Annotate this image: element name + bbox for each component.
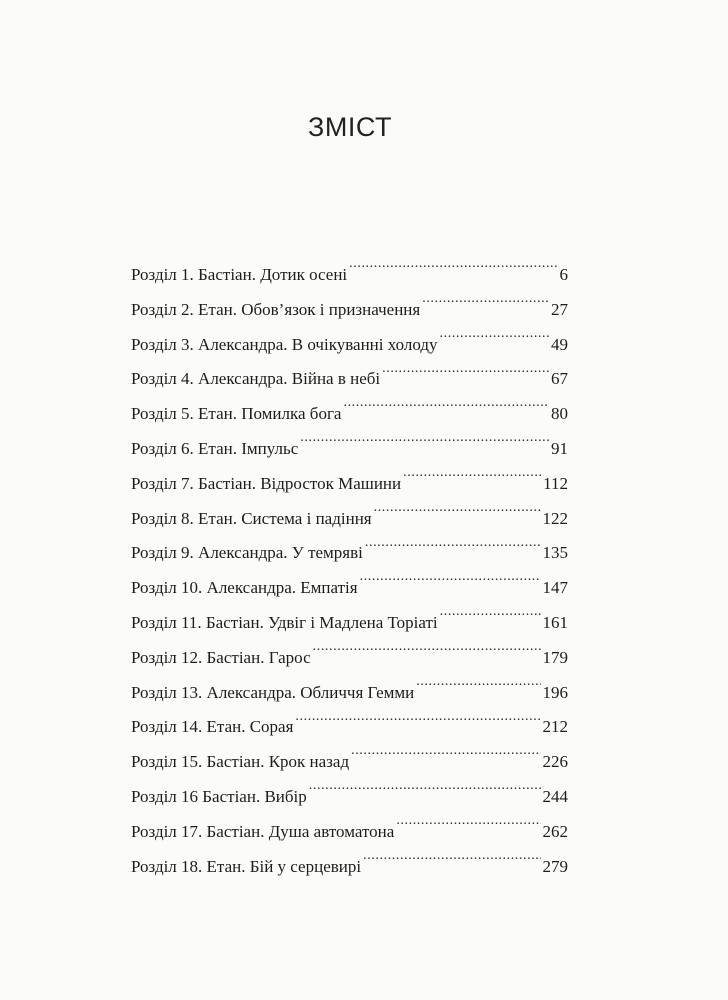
toc-entry [131, 432, 568, 467]
page-number: 67 [551, 369, 568, 389]
toc-entry [131, 536, 568, 571]
chapter-title: Розділ 5. Етан. Помилка бога [131, 404, 342, 424]
chapter-title: Розділ 3. Александра. В очікуванні холоду [131, 334, 438, 354]
dot-leader [343, 402, 549, 419]
page-number: 122 [542, 508, 568, 528]
toc-entry [131, 397, 568, 432]
chapter-title: Розділ 10. Александра. Емпатія [131, 578, 358, 598]
chapter-title: Розділ 15. Бастіан. Крок назад [131, 752, 350, 772]
toc-entry [131, 606, 568, 641]
dot-leader [349, 263, 557, 280]
toc-entry [131, 467, 568, 502]
page-number: 262 [542, 821, 568, 841]
page-number: 212 [542, 717, 568, 737]
page-number: 135 [542, 543, 568, 563]
dot-leader [363, 855, 540, 872]
page-number: 112 [543, 473, 568, 493]
chapter-title: Розділ 8. Етан. Система і падіння [131, 508, 372, 528]
toc-entry [131, 641, 568, 676]
chapter-title: Розділ 12. Бастіан. Гарос [131, 647, 311, 667]
page-number: 244 [542, 786, 568, 806]
dot-leader [309, 785, 541, 802]
chapter-title: Розділ 2. Етан. Обов’язок і призначення [131, 299, 421, 319]
chapter-title: Розділ 11. Бастіан. Удвіг і Мадлена Торіаті [131, 612, 438, 632]
page-number: 80 [551, 404, 568, 424]
toc-entry [131, 362, 568, 397]
page-number: 6 [559, 265, 568, 284]
toc-entry [131, 815, 568, 850]
toc-entry [131, 571, 568, 606]
chapter-title: Розділ 18. Етан. Бій у серцевирі [131, 856, 362, 876]
chapter-title: Розділ 7. Бастіан. Відросток Машини [131, 473, 402, 493]
toc-entry [131, 710, 568, 745]
dot-leader [351, 750, 540, 767]
page-number: 226 [542, 752, 568, 772]
page-number: 91 [551, 438, 568, 458]
dot-leader [295, 715, 540, 732]
toc-entry [131, 780, 568, 815]
page-number: 161 [542, 612, 568, 632]
dot-leader [360, 576, 541, 593]
page-number: 179 [542, 647, 568, 667]
chapter-title: Розділ 13. Александра. Обличчя Гемми [131, 682, 415, 702]
page-number: 49 [551, 334, 568, 354]
dot-leader [440, 333, 549, 350]
dot-leader [440, 611, 541, 628]
chapter-title: Розділ 17. Бастіан. Душа автоматона [131, 821, 395, 841]
dot-leader [422, 298, 549, 315]
toc-entry [131, 293, 568, 328]
dot-leader [403, 472, 541, 489]
toc-entry [131, 676, 568, 711]
chapter-title: Розділ 16 Бастіан. Вибір [131, 786, 307, 806]
toc-entry [131, 328, 568, 363]
dot-leader [382, 367, 549, 384]
page-number: 279 [542, 856, 568, 876]
dot-leader [396, 820, 540, 837]
table-of-contents [131, 258, 568, 884]
dot-leader [374, 507, 541, 524]
chapter-title: Розділ 14. Етан. Сорая [131, 717, 294, 737]
page-number: 27 [551, 299, 568, 319]
dot-leader [313, 646, 541, 663]
dot-leader [365, 541, 541, 558]
toc-entry [131, 258, 568, 293]
toc-entry [131, 745, 568, 780]
page-number: 196 [542, 682, 568, 702]
dot-leader [300, 437, 549, 454]
chapter-title: Розділ 1. Бастіан. Дотик осені [131, 265, 348, 284]
page-title: ЗМІСТ [308, 112, 392, 142]
chapter-title: Розділ 6. Етан. Імпульс [131, 438, 299, 458]
chapter-title: Розділ 4. Александра. Війна в небі [131, 369, 381, 389]
toc-entry [131, 502, 568, 537]
page-number: 147 [542, 578, 568, 598]
chapter-title: Розділ 9. Александра. У темряві [131, 543, 363, 563]
toc-entry [131, 850, 568, 885]
dot-leader [416, 681, 540, 698]
